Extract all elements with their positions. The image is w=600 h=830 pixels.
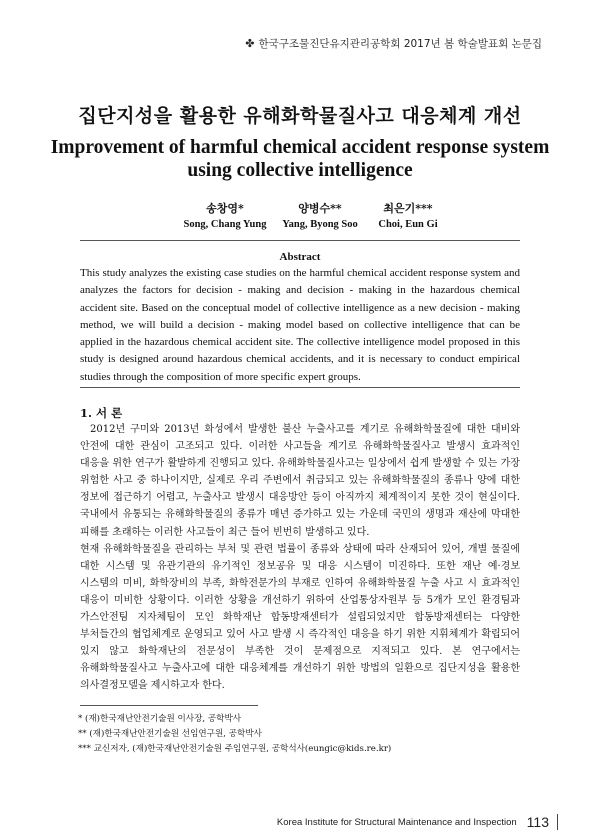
footer-organization: Korea Institute for Structural Maintenance and Inspection [276,816,517,828]
introduction-paragraph-1: 2012년 구미와 2013년 화성에서 발생한 불산 누출사고를 계기로 유해화학물질에 대한 대비와 안전에 대한 관심이 고조되고 있다. 이러한 사고들을 계기로 유해화학물질사고 발생시 효과적인 대응을 위한 연구가 활발하게 진행되고 있다. 유해화학물질사고는 일상에서 쉽게 발생할 수 있는 가장 위험한 사고 중 하나이지만, 실제로 우리 주변에서 취급되고 있는 유해화학물질의 종류나 양에 대한 정보에 접근하기 어렵고, 누출사고 발생시 대응방안 등이 아직까지 체계적이지 못한 것이 현실이다. 국내에서 유통되는 유해화학물질의 종류가 매년 증가하고 있는 가운데 국민의 생명과 재산에 막대한 피해를 초래하는 이러한 사고들이 최근 들어 빈번히 발생하고 있다. [80,424,520,538]
abstract-text: This study analyzes the existing case studies on the harmful chemical accident response system and analyzes the factors for decision - making and decision - making in the hazardous chemical accident site. Based on the conceptual model of collective intelligence as a new decision - making method, we will build a decision - making model based on collective intelligence that can be applied in the hazardous chemical accident site. The collective intelligence model proposed in this study is designed around hazardous chemical accidents, and it is necessary to conduct empirical studies through the composition of more specific expert groups. [80,267,520,383]
running-header [245,36,542,51]
footnote-3: *** 교신저자, (재)한국재난안전기술원 주임연구원, 공학석사(eungic@kids.re.kr) [78,743,392,754]
proceedings-title: 한국구조물진단유지관리공학회 2017년 봄 학술발표회 논문집 [258,38,542,50]
page-number: 113 [526,814,549,830]
introduction-body [80,421,520,695]
title-korean: 집단지성을 활용한 유해화학물질사고 대응체계 개선 [78,105,522,127]
introduction-paragraph-2: 현재 유해화학물질을 관리하는 부처 및 관련 법률이 종류와 상태에 따라 산재되어 있어, 개별 물질에 대한 시스템 및 유관기관의 유기적인 정보공유 및 대응 시스템이 미진하다. 또한 재난 예·경보 시스템의 미비, 화학장비의 부족, 화학전문가의 부재로 인하여 유해화학물질 누출 사고 시 효과적인 대응이 미비한 상황이다. 이러한 상황을 개선하기 위하여 산업통상자원부 등 5개가 모인 환경팀과 가스안전팀 지자체팀이 모인 화학재난 합동방재센터가 설립되었지만 합동방재센터는 다양한 부처들간의 협업체계로 운영되고 있어 사고 발생 시 즉각적인 대응을 하기 위한 지휘체계가 확립되어 있지 않고 화학재난의 전문성이 부족한 것이 문제점으로 지적되고 있다. 본 연구에서는 유해화학물질사고 누출사고에 대한 대응체계를 개선하기 위한 방법의 일환으로 집단지성을 활용한 의사결정모델을 제시하고자 한다. [80,543,520,692]
author-2-english: Yang, Byong Soo [282,219,358,230]
author-3-english: Choi, Eun Gi [378,219,438,230]
footnote-rule [80,705,258,706]
title-english [0,136,600,182]
author-2-korean: 양병수** [298,202,342,215]
author-3-korean: 최은기*** [383,202,433,215]
conference-mark-icon: ✤ [245,37,255,50]
running-footer [277,814,558,830]
author-1-english: Song, Chang Yung [183,219,267,230]
footnotes [78,712,391,756]
abstract-heading: Abstract [279,251,321,263]
section-heading-introduction: 1. 서 론 [80,406,123,420]
footnote-1: * (재)한국재난안전기술원 이사장, 공학박사 [78,714,242,724]
footer-divider [557,814,558,830]
abstract-top-rule [80,240,520,241]
abstract-bottom-rule [80,387,520,388]
title-english-line1: Improvement of harmful chemical accident response system [50,137,550,158]
author-3 [348,200,468,230]
author-1-korean: 송창영* [206,202,244,215]
title-english-line2: using collective intelligence [187,160,413,181]
footnote-2: ** (재)한국재난안전기술원 선임연구원, 공학박사 [78,728,262,739]
